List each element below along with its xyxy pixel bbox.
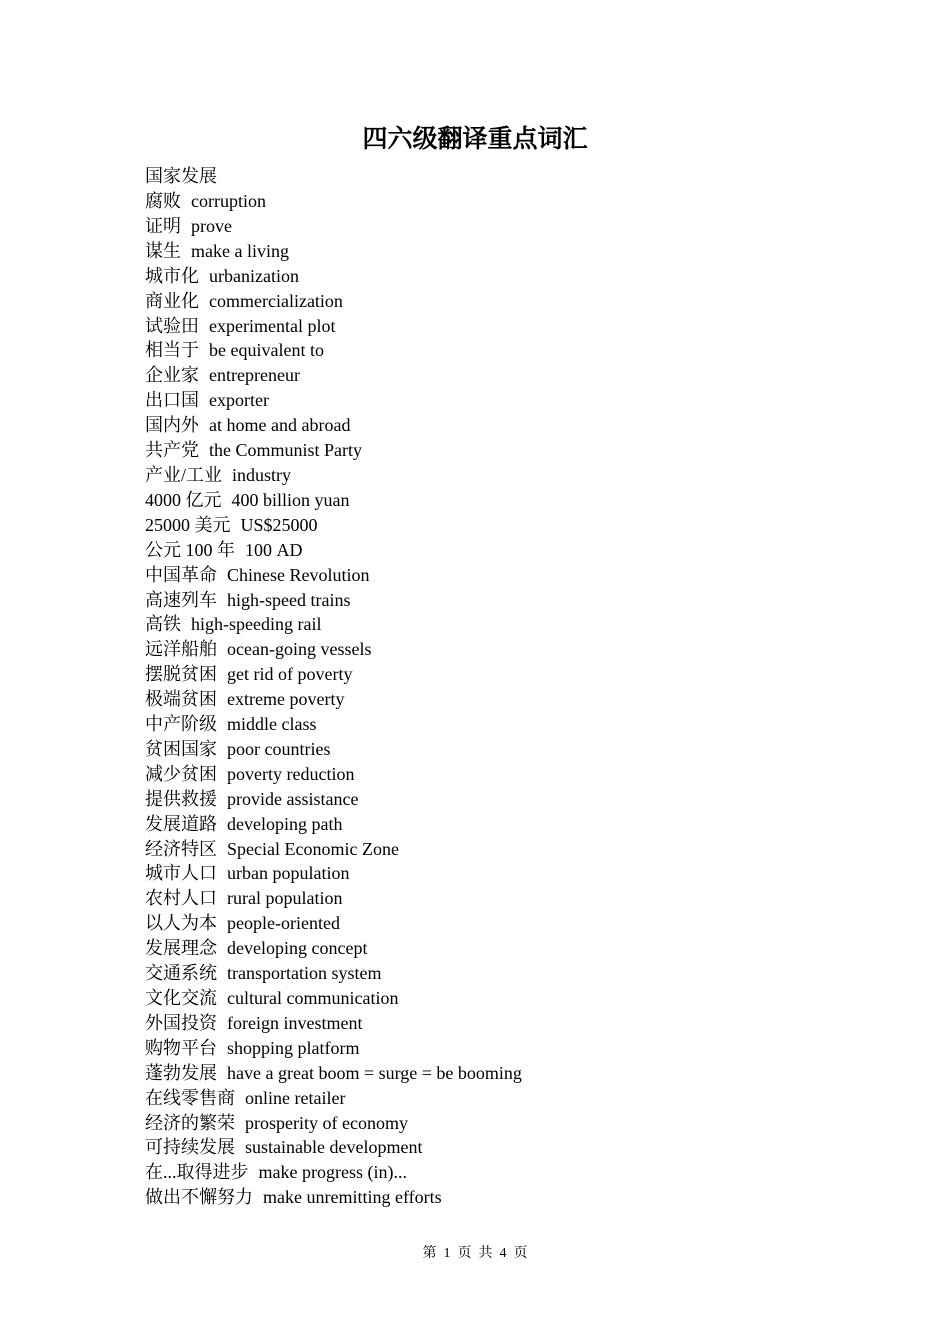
vocab-chinese-term: 国内外 [145, 415, 199, 436]
vocab-english-term: rural population [227, 888, 343, 909]
vocab-entry [145, 986, 522, 1011]
vocab-english-term: ocean-going vessels [227, 639, 372, 660]
vocab-english-term: 400 billion yuan [231, 489, 350, 510]
vocab-entry [145, 563, 522, 588]
vocab-entry [145, 861, 522, 886]
vocab-english-term: cultural communication [227, 988, 399, 1008]
vocab-chinese-term: 商业化 [145, 290, 199, 311]
vocab-chinese-term: 文化交流 [145, 988, 217, 1008]
vocab-english-term: entrepreneur [209, 365, 300, 386]
vocab-chinese-term: 外国投资 [145, 1012, 217, 1033]
vocab-entry [145, 438, 522, 463]
vocab-english-term: developing path [227, 813, 343, 834]
vocab-english-term: urban population [227, 863, 350, 884]
vocab-english-term: 100 AD [245, 539, 303, 560]
vocab-english-term: transportation system [227, 963, 382, 984]
vocab-list [145, 189, 522, 1210]
vocab-chinese-term: 在线零售商 [145, 1087, 235, 1108]
vocab-english-term: experimental plot [209, 315, 336, 336]
vocab-chinese-term: 在...取得进步 [145, 1162, 249, 1183]
vocab-english-term: prosperity of economy [245, 1112, 408, 1133]
document-title: 四六级翻译重点词汇 [362, 126, 588, 153]
vocab-chinese-term: 可持续发展 [145, 1137, 235, 1158]
vocab-english-term: make a living [191, 240, 289, 261]
vocab-entry [145, 837, 522, 862]
vocab-entry [145, 413, 522, 438]
vocab-english-term: sustainable development [245, 1137, 423, 1158]
vocab-chinese-term: 极端贫困 [145, 689, 217, 710]
vocab-chinese-term: 证明 [145, 215, 181, 236]
vocab-chinese-term: 城市人口 [145, 863, 217, 884]
vocab-entry [145, 637, 522, 662]
vocab-chinese-term: 共产党 [145, 440, 199, 461]
vocab-entry [145, 936, 522, 961]
vocab-entry [145, 612, 522, 637]
vocab-chinese-term: 摆脱贫困 [145, 664, 217, 685]
vocab-english-term: the Communist Party [209, 440, 362, 461]
vocab-entry [145, 363, 522, 388]
vocab-chinese-term: 高铁 [145, 614, 181, 635]
vocab-english-term: online retailer [245, 1087, 346, 1108]
vocab-english-term: extreme poverty [227, 689, 345, 710]
vocab-entry [145, 961, 522, 986]
vocab-chinese-term: 城市化 [145, 265, 199, 286]
vocab-entry [145, 886, 522, 911]
vocab-entry [145, 1011, 522, 1036]
vocab-english-term: US$25000 [240, 514, 318, 535]
vocab-entry [145, 214, 522, 239]
vocab-entry [145, 314, 522, 339]
vocab-entry [145, 588, 522, 613]
vocab-english-term: at home and abroad [209, 415, 351, 436]
vocab-entry [145, 1135, 522, 1160]
vocab-entry [145, 1086, 522, 1111]
vocab-chinese-term: 公元 100 年 [145, 539, 235, 560]
vocab-chinese-term: 远洋船舶 [145, 639, 217, 660]
vocab-entry [145, 1036, 522, 1061]
vocab-english-term: have a great boom = surge = be booming [227, 1062, 522, 1083]
vocab-english-term: Chinese Revolution [227, 564, 370, 585]
vocab-english-term: urbanization [209, 265, 299, 286]
vocab-chinese-term: 购物平台 [145, 1037, 217, 1058]
vocab-chinese-term: 4000 亿元 [145, 489, 222, 510]
vocab-chinese-term: 发展道路 [145, 813, 217, 834]
vocab-english-term: commercialization [209, 290, 343, 311]
vocab-english-term: shopping platform [227, 1037, 360, 1058]
vocab-english-term: poverty reduction [227, 763, 355, 784]
vocab-chinese-term: 做出不懈努力 [145, 1187, 253, 1208]
vocab-entry [145, 1111, 522, 1136]
vocab-english-term: middle class [227, 714, 317, 735]
vocab-chinese-term: 谋生 [145, 240, 181, 261]
vocab-entry [145, 189, 522, 214]
vocab-chinese-term: 贫困国家 [145, 738, 217, 759]
vocab-entry [145, 239, 522, 264]
vocab-english-term: industry [232, 464, 292, 485]
vocab-entry [145, 762, 522, 787]
vocab-chinese-term: 出口国 [145, 390, 199, 411]
vocab-chinese-term: 产业/工业 [145, 464, 223, 485]
vocab-chinese-term: 高速列车 [145, 589, 217, 610]
vocab-entry [145, 712, 522, 737]
vocab-english-term: high-speed trains [227, 589, 351, 610]
vocab-english-term: high-speeding rail [191, 614, 322, 635]
section-heading: 国家发展 [145, 166, 217, 186]
vocab-chinese-term: 中国革命 [145, 564, 217, 585]
vocab-entry [145, 1185, 522, 1210]
vocab-entry [145, 911, 522, 936]
vocab-entry [145, 787, 522, 812]
vocab-english-term: be equivalent to [209, 340, 324, 361]
vocab-english-term: foreign investment [227, 1012, 363, 1033]
vocab-entry [145, 737, 522, 762]
vocab-entry [145, 388, 522, 413]
vocab-english-term: prove [191, 215, 232, 236]
vocab-english-term: get rid of poverty [227, 664, 353, 685]
vocab-entry [145, 513, 522, 538]
vocab-english-term: developing concept [227, 938, 368, 959]
vocab-entry [145, 1061, 522, 1086]
vocab-english-term: exporter [209, 390, 269, 411]
vocab-chinese-term: 经济的繁荣 [145, 1112, 235, 1133]
vocab-chinese-term: 减少贫困 [145, 763, 217, 784]
vocab-english-term: people-oriented [227, 913, 340, 934]
vocab-entry [145, 488, 522, 513]
vocab-entry [145, 662, 522, 687]
vocab-chinese-term: 交通系统 [145, 963, 217, 984]
vocab-chinese-term: 25000 美元 [145, 514, 231, 535]
vocab-english-term: corruption [191, 191, 266, 211]
vocab-chinese-term: 中产阶级 [145, 714, 217, 735]
vocab-entry [145, 463, 522, 488]
vocab-english-term: provide assistance [227, 788, 359, 809]
vocab-chinese-term: 以人为本 [145, 913, 217, 934]
vocab-chinese-term: 相当于 [145, 340, 199, 361]
vocab-english-term: Special Economic Zone [227, 838, 399, 859]
vocab-chinese-term: 提供救援 [145, 788, 217, 809]
vocab-entry [145, 812, 522, 837]
vocab-entry [145, 1160, 522, 1185]
vocab-entry [145, 289, 522, 314]
vocab-chinese-term: 发展理念 [145, 938, 217, 959]
vocab-entry [145, 538, 522, 563]
vocab-entry [145, 687, 522, 712]
vocab-chinese-term: 腐败 [145, 191, 181, 211]
vocab-english-term: make progress (in)... [258, 1162, 407, 1183]
vocab-entry [145, 338, 522, 363]
vocab-entry [145, 264, 522, 289]
vocab-chinese-term: 企业家 [145, 365, 199, 386]
vocab-english-term: poor countries [227, 738, 331, 759]
vocab-chinese-term: 蓬勃发展 [145, 1062, 217, 1083]
page-number-footer: 第 1 页 共 4 页 [422, 1246, 528, 1261]
vocab-chinese-term: 农村人口 [145, 888, 217, 909]
vocab-chinese-term: 经济特区 [145, 838, 217, 859]
vocab-chinese-term: 试验田 [145, 315, 199, 336]
vocab-english-term: make unremitting efforts [263, 1187, 442, 1208]
